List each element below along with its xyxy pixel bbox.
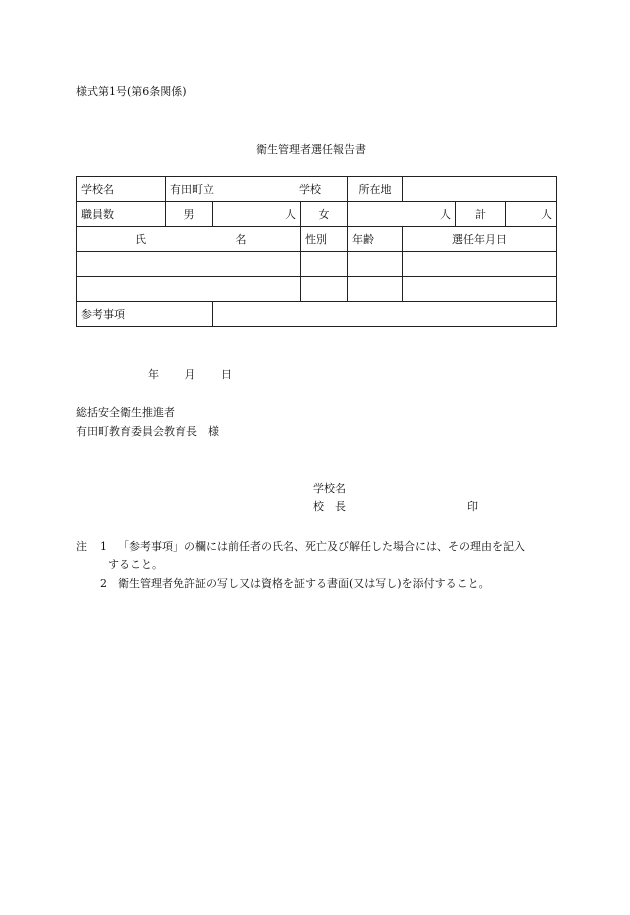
column-header-row: [77, 227, 557, 252]
total-count-field[interactable]: [506, 202, 557, 227]
age-field[interactable]: [348, 277, 403, 302]
day-label: 日: [221, 368, 232, 381]
month-label: 月: [184, 368, 196, 381]
entry-row: [77, 277, 557, 302]
signature-principal-label: 校 長: [313, 500, 346, 513]
year-label: 年: [148, 368, 159, 381]
entry-row: [77, 252, 557, 277]
location-label: 所在地: [348, 177, 403, 202]
note-1-number: 1: [100, 540, 107, 553]
male-label: 男: [166, 202, 213, 227]
addressee-title: 総括安全衛生推進者: [76, 406, 175, 419]
age-field[interactable]: [348, 252, 403, 277]
name-field[interactable]: [77, 277, 301, 302]
name-header-char-2: 名: [235, 233, 247, 246]
document-title: 衛生管理者選任報告書: [256, 143, 366, 156]
staff-count-label: 職員数: [77, 202, 166, 227]
male-person-unit: 人: [285, 208, 296, 221]
total-person-unit: 人: [541, 208, 553, 221]
staff-count-row: [77, 202, 557, 227]
school-row: [77, 177, 557, 202]
school-name-suffix: 学校: [299, 183, 322, 196]
form-number: 様式第1号(第6条関係): [76, 85, 187, 98]
notes-prefix: 注: [76, 540, 87, 553]
name-field[interactable]: [77, 252, 301, 277]
appointment-date-field[interactable]: [403, 277, 557, 302]
remarks-label: 参考事項: [77, 302, 213, 327]
female-person-unit: 人: [440, 208, 452, 221]
seal-mark: 印: [467, 500, 478, 513]
addressee-name: 有田町教育委員会教育長 様: [76, 425, 219, 438]
name-header-char-1: 氏: [135, 233, 146, 246]
appointment-date-header: 選任年月日: [403, 227, 557, 252]
total-label: 計: [456, 202, 506, 227]
signature-school-label: 学校名: [313, 482, 346, 495]
note-1-text-continued: すること。: [108, 558, 163, 571]
name-header: [77, 227, 301, 252]
date-line: [148, 368, 232, 382]
gender-field[interactable]: [301, 277, 348, 302]
school-name-prefix: 有田町立: [170, 183, 214, 196]
age-header: 年齢: [348, 227, 403, 252]
female-count-field[interactable]: [348, 202, 456, 227]
note-2-number: 2: [100, 577, 107, 590]
school-name-field[interactable]: [166, 177, 348, 202]
gender-field[interactable]: [301, 252, 348, 277]
school-name-label: 学校名: [77, 177, 166, 202]
female-label: 女: [301, 202, 348, 227]
remarks-field[interactable]: [213, 302, 557, 327]
location-field[interactable]: [403, 177, 557, 202]
note-1-text: 「参考事項」の欄には前任者の氏名、死亡及び解任した場合には、その理由を記入: [118, 540, 525, 553]
note-2-text: 衛生管理者免許証の写し又は資格を証する書面(又は写し)を添付すること。: [118, 577, 490, 590]
appointment-date-field[interactable]: [403, 252, 557, 277]
gender-header: 性別: [301, 227, 348, 252]
male-count-field[interactable]: [213, 202, 301, 227]
appointment-report-table: [76, 176, 557, 327]
remarks-row: [77, 302, 557, 327]
